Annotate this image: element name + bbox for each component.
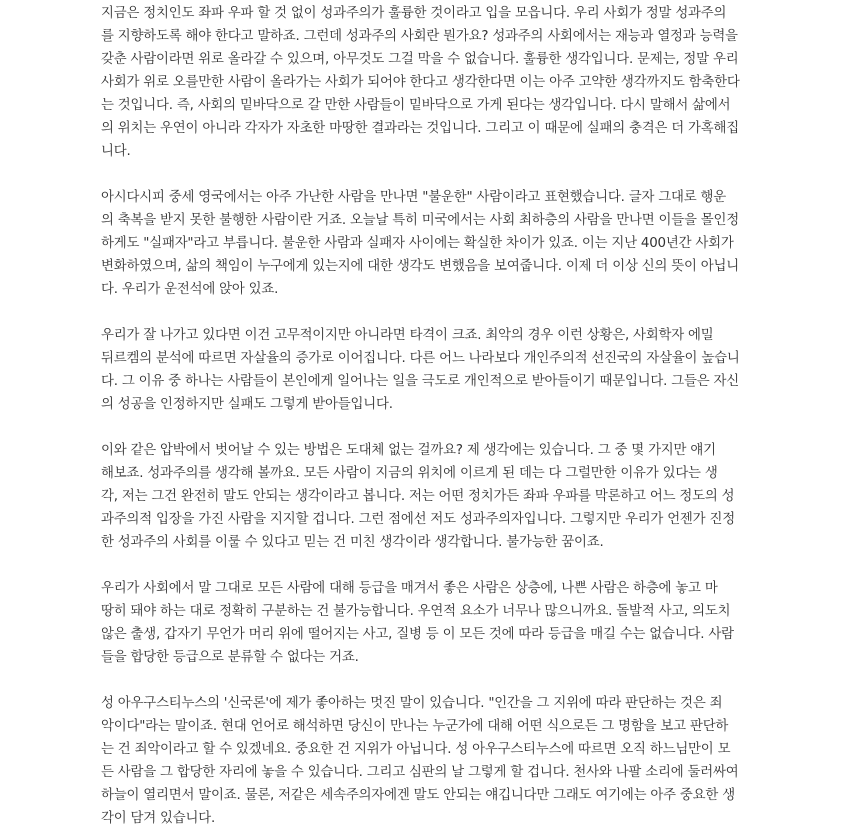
text-line: 한 성과주의 사회를 이룰 수 있다고 믿는 건 미친 생각이라 생각합니다. 불가능한 꿈이죠.	[101, 535, 604, 550]
text-line: 우리가 잘 나가고 있다면 이건 고무적이지만 아니라면 타격이 크죠. 최악의 경우 이런 상황은, 사회학자 에밀	[101, 328, 714, 343]
text-line: 지금은 정치인도 좌파 우파 할 것 없이 성과주의가 훌륭한 것이라고 입을 모읍니다. 우리 사회가 정말 성과주의	[101, 6, 727, 21]
text-line: 든 사람을 그 합당한 자리에 놓을 수 있습니다. 그리고 심판의 날 그렇게 할 겁니다. 천사와 나팔 소리에 둘러싸여	[101, 765, 739, 780]
text-line: 성 아우구스티누스의 '신국론'에 제가 좋아하는 멋진 말이 있습니다. "인간을 그 지위에 따라 판단하는 것은 죄	[101, 696, 723, 711]
text-line: 는 건 죄악이라고 할 수 있겠네요. 중요한 건 지위가 아닙니다. 성 아우구스티누스에 따르면 오직 하느님만이 모	[101, 742, 731, 757]
text-line: 는 것입니다. 즉, 사회의 밑바닥으로 갈 만한 사람들이 밑바닥으로 가게 된다는 생각입니다. 다시 말해서 삶에서	[101, 98, 731, 113]
text-line: 해보죠. 성과주의를 생각해 볼까요. 모든 사람이 지금의 위치에 이르게 된 데는 다 그럴만한 이유가 있다는 생	[101, 466, 718, 481]
text-line: 않은 출생, 갑자기 무언가 머리 위에 떨어지는 사고, 질병 등 이 모든 것에 따라 등급을 매길 수는 없습니다. 사람	[101, 627, 734, 642]
text-line: 를 지향하도록 해야 한다고 말하죠. 그런데 성과주의 사회란 뭔가요? 성과주의 사회에서는 재능과 열정과 능력을	[101, 29, 738, 44]
paragraph	[92, 324, 772, 416]
text-line: 다. 그 이유 중 하나는 사람들이 본인에게 일어나는 일을 극도로 개인적으로 받아들이기 때문입니다. 그들은 자신	[101, 374, 739, 389]
text-line: 의 위치는 우연이 아니라 각자가 자초한 마땅한 결과라는 것입니다. 그리고 이 때문에 실패의 충격은 더 가혹해집	[101, 121, 739, 136]
text-line: 우리가 사회에서 말 그대로 모든 사람에 대해 등급을 매겨서 좋은 사람은 상층에, 나쁜 사람은 하층에 놓고 마	[101, 581, 718, 596]
paragraph	[92, 186, 772, 301]
text-line: 각이 담겨 있습니다.	[101, 811, 216, 826]
article-body	[92, 2, 772, 830]
paragraph	[92, 439, 772, 554]
text-line: 각, 저는 그건 완전히 말도 안되는 생각이라고 봅니다. 저는 어떤 정치가든 좌파 우파를 막론하고 어느 정도의 성	[101, 489, 735, 504]
text-line: 다. 우리가 운전석에 앉아 있죠.	[101, 282, 279, 297]
text-line: 과주의적 입장을 가진 사람을 지지할 겁니다. 그런 점에선 저도 성과주의자입니다. 그렇지만 우리가 언젠가 진정	[101, 512, 735, 527]
text-line: 들을 합당한 등급으로 분류할 수 없다는 거죠.	[101, 650, 359, 665]
text-line: 의 성공을 인정하지만 실패도 그렇게 받아들입니다.	[101, 397, 393, 412]
text-line: 의 축복을 받지 못한 불행한 사람이란 거죠. 오늘날 특히 미국에서는 사회 최하층의 사람을 만나면 이들을 몰인정	[101, 213, 739, 228]
text-line: 변화하였으며, 삶의 책임이 누구에게 있는지에 대한 생각도 변했음을 보여줍니다. 이제 더 이상 신의 뜻이 아닙니	[101, 259, 739, 274]
text-line: 악이다"라는 말이죠. 현대 언어로 해석하면 당신이 만나는 누군가에 대해 어떤 식으로든 그 명함을 보고 판단하	[101, 719, 729, 734]
text-line: 뒤르켐의 분석에 따르면 자살율의 증가로 이어집니다. 다른 어느 나라보다 개인주의적 선진국의 자살율이 높습니	[101, 351, 740, 366]
paragraph	[92, 692, 772, 830]
paragraph	[92, 577, 772, 669]
text-line: 사회가 위로 오를만한 사람이 올라가는 사회가 되어야 한다고 생각한다면 이는 아주 고약한 생각까지도 함축한다	[101, 75, 740, 90]
text-line: 이와 같은 압박에서 벗어날 수 있는 방법은 도대체 없는 걸까요? 제 생각에는 있습니다. 그 중 몇 가지만 얘기	[101, 443, 716, 458]
text-line: 아시다시피 중세 영국에서는 아주 가난한 사람을 만나면 "불운한" 사람이라고 표현했습니다. 글자 그대로 행운	[101, 190, 727, 205]
text-line: 하게도 "실패자"라고 부릅니다. 불운한 사람과 실패자 사이에는 확실한 차이가 있죠. 이는 지난 400년간 사회가	[101, 236, 734, 251]
text-line: 니다.	[101, 144, 131, 159]
text-line: 땅히 돼야 하는 대로 정확히 구분하는 건 불가능합니다. 우연적 요소가 너무나 많으니까요. 돌발적 사고, 의도치	[101, 604, 731, 619]
text-line: 갖춘 사람이라면 위로 올라갈 수 있으며, 아무것도 그걸 막을 수 없습니다. 훌륭한 생각입니다. 문제는, 정말 우리	[101, 52, 739, 67]
text-line: 하늘이 열리면서 말이죠. 물론, 저같은 세속주의자에겐 말도 안되는 얘깁니다만 그래도 여기에는 아주 중요한 생	[101, 788, 735, 803]
paragraph	[92, 2, 772, 163]
